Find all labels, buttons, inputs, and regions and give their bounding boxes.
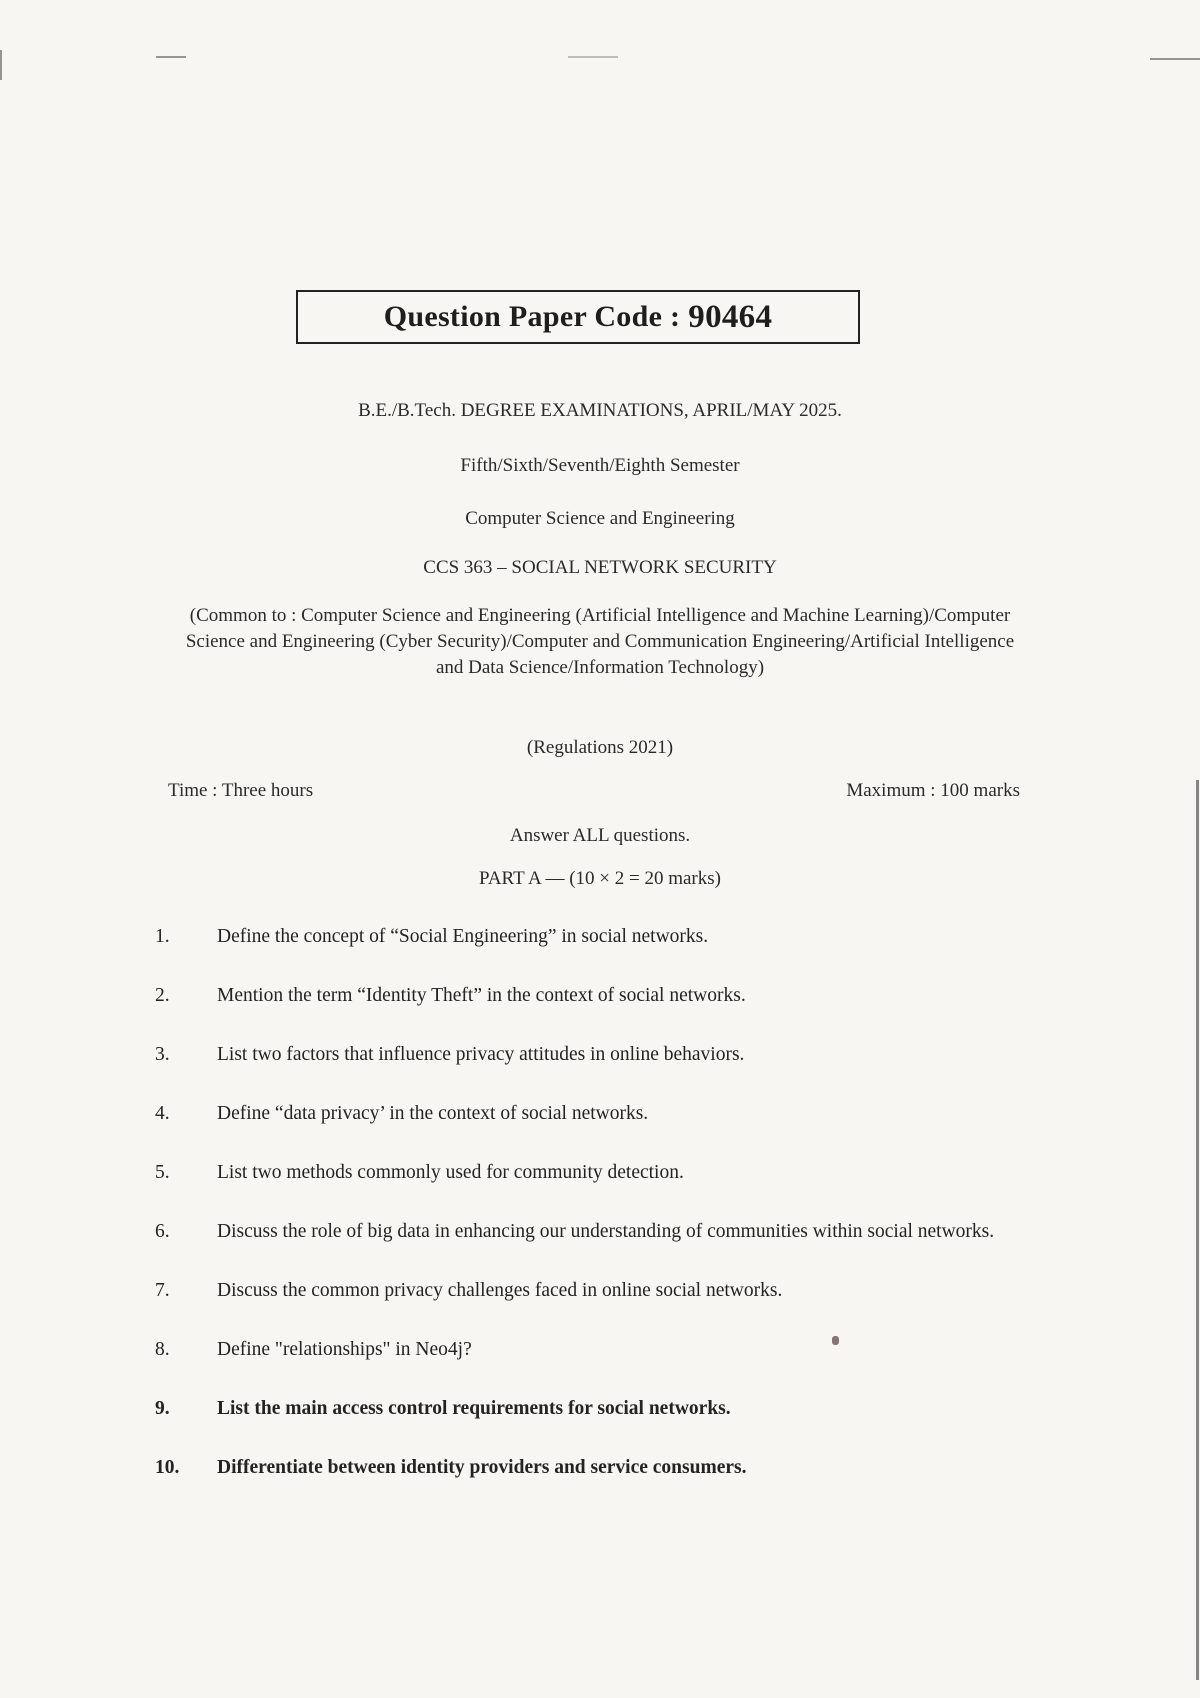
question-item (155, 1217, 1025, 1247)
question-item (155, 1453, 1025, 1483)
question-item (155, 922, 1025, 952)
question-number: 7. (155, 1280, 170, 1301)
question-number: 8. (155, 1339, 170, 1360)
regulations: (Regulations 2021) (526, 737, 674, 758)
question-item (155, 1335, 1025, 1365)
scan-mark-top-right (1150, 58, 1200, 60)
question-item (155, 1394, 1025, 1424)
question-text: Define “data privacy’ in the context of social networks. (217, 1103, 649, 1124)
question-text: Differentiate between identity providers and service consumers. (217, 1457, 747, 1478)
question-number: 4. (155, 1103, 170, 1124)
question-text: Define the concept of “Social Engineering” in social networks. (217, 926, 709, 947)
question-text: Mention the term “Identity Theft” in the context of social networks. (217, 985, 746, 1006)
question-text: List two methods commonly used for community detection. (217, 1162, 684, 1183)
semester: Fifth/Sixth/Seventh/Eighth Semester (460, 455, 740, 476)
question-text: Define "relationships" in Neo4j? (217, 1339, 472, 1360)
question-number: 5. (155, 1162, 170, 1183)
course-title: CCS 363 – SOCIAL NETWORK SECURITY (423, 557, 777, 578)
part-heading: PART A — (10 × 2 = 20 marks) (479, 868, 721, 889)
common-to-note: (Common to : Computer Science and Engineering (Artificial Intelligence and Machine Learning)/Computer Science and Engineering (Cyber Security)/Computer and Communication Engineering/Artificial Intelligence and Data Science/Information Technology) (185, 605, 1015, 678)
question-text: Discuss the common privacy challenges faced in online social networks. (217, 1280, 783, 1301)
question-item (155, 1099, 1025, 1129)
question-number: 3. (155, 1044, 170, 1065)
question-item (155, 1158, 1025, 1188)
question-list (155, 922, 1025, 1512)
question-item (155, 1276, 1025, 1306)
question-number: 9. (155, 1398, 170, 1419)
question-text: List the main access control requirements for social networks. (217, 1398, 731, 1419)
question-text: Discuss the role of big data in enhancing our understanding of communities within social networks. (217, 1221, 995, 1242)
scan-mark-right-edge (1196, 780, 1199, 1680)
scan-mark-top-left (156, 56, 186, 58)
exam-title: B.E./B.Tech. DEGREE EXAMINATIONS, APRIL/MAY 2025. (358, 400, 842, 421)
question-number: 1. (155, 926, 170, 947)
question-item (155, 981, 1025, 1011)
maximum-marks: Maximum : 100 marks (846, 780, 1020, 801)
question-paper-code-box (296, 290, 860, 344)
code-value: 90464 (688, 298, 773, 335)
question-number: 10. (155, 1457, 180, 1478)
question-number: 6. (155, 1221, 170, 1242)
question-item (155, 1040, 1025, 1070)
instruction: Answer ALL questions. (509, 825, 691, 846)
scan-mark-left-edge (0, 50, 2, 80)
time-duration: Time : Three hours (168, 780, 314, 801)
question-number: 2. (155, 985, 170, 1006)
department: Computer Science and Engineering (465, 508, 735, 529)
question-text: List two factors that influence privacy attitudes in online behaviors. (217, 1044, 745, 1065)
code-label: Question Paper Code : (383, 300, 681, 333)
scan-mark-top-center (568, 56, 618, 58)
